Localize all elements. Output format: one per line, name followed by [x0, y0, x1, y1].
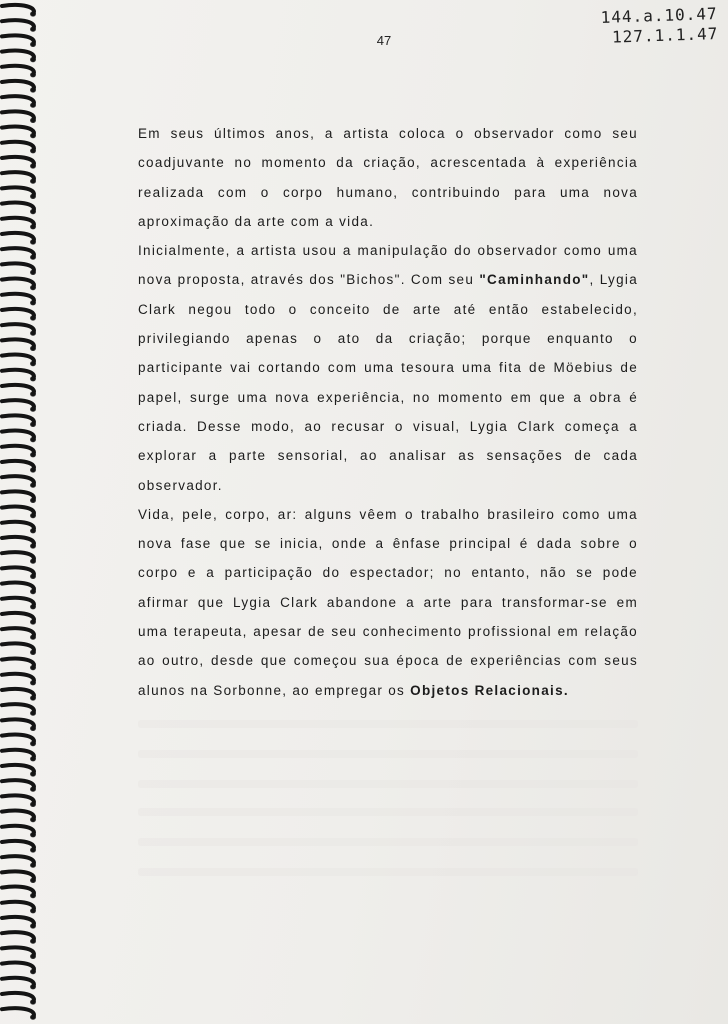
binding-coil	[2, 795, 36, 807]
binding-coil	[2, 446, 36, 458]
binding-coil	[2, 659, 36, 671]
binding-coil	[2, 263, 36, 275]
paragraph-2-text-before: Inicialmente, a artista usou a manipulação do observador como uma nova proposta, através dos "Bichos". Com seu	[138, 243, 638, 288]
show-through-line	[138, 750, 638, 758]
show-through-line	[138, 808, 638, 816]
binding-coil	[2, 203, 36, 215]
binding-coil	[2, 750, 36, 762]
spiral-binding	[0, 0, 44, 1024]
paragraph-1	[138, 119, 638, 236]
binding-coil	[2, 20, 36, 32]
show-through-line	[138, 838, 638, 846]
binding-coil	[2, 415, 36, 427]
binding-coil	[2, 66, 36, 78]
binding-coil	[2, 704, 36, 716]
binding-coil	[2, 993, 36, 1005]
binding-coil	[2, 81, 36, 93]
binding-coil	[2, 142, 36, 154]
binding-coil	[2, 567, 36, 579]
show-through-line	[138, 720, 638, 728]
binding-coil	[2, 978, 36, 990]
paragraph-3	[138, 500, 638, 705]
binding-coil	[2, 780, 36, 792]
binding-coil	[2, 355, 36, 367]
binding-coil	[2, 431, 36, 443]
binding-coil	[2, 400, 36, 412]
binding-coil	[2, 385, 36, 397]
binding-coil	[2, 947, 36, 959]
binding-coil	[2, 309, 36, 321]
binding-coil	[2, 491, 36, 503]
binding-coil	[2, 172, 36, 184]
binding-coil	[2, 476, 36, 488]
binding-coil	[2, 461, 36, 473]
binding-coil	[2, 826, 36, 838]
binding-coil	[2, 811, 36, 823]
binding-coil	[2, 5, 36, 17]
binding-coil	[2, 735, 36, 747]
binding-coil	[2, 96, 36, 108]
binding-coil	[2, 537, 36, 549]
binding-coil	[2, 279, 36, 291]
page-number: 47	[376, 33, 392, 48]
paragraph-2	[138, 236, 638, 500]
binding-coil	[2, 111, 36, 123]
objetos-relacionais-bold: Objetos Relacionais.	[410, 682, 569, 698]
paragraph-3-text-before: Vida, pele, corpo, ar: alguns vêem o trabalho brasileiro como uma nova fase que se inicia, onde a ênfase principal é dada sobre o corpo e a participação do espectador; no entanto, não se pode afirmar que Lygia Clark abandone a arte para transformar-se em uma terapeuta, apesar de seu conhecimento profissional em relação ao outro, desde que começou sua época de experiências com seus alunos na Sorbonne, ao empregar os	[138, 506, 638, 698]
binding-coil	[2, 963, 36, 975]
binding-coil	[2, 917, 36, 929]
binding-coil	[2, 856, 36, 868]
binding-coil	[2, 157, 36, 169]
caminhando-bold: "Caminhando"	[479, 272, 590, 288]
binding-coil	[2, 841, 36, 853]
binding-coil	[2, 674, 36, 686]
binding-coil	[2, 583, 36, 595]
handwritten-line-1: 144.a.10.47	[600, 3, 718, 28]
paragraph-2-text-after: , Lygia Clark negou todo o conceito de arte até então estabelecido, privilegiando apenas o ato da criação; porque enquanto o participante vai cortando com uma tesoura uma fita de Möebius de papel, surge uma nova experiência, no momento em que a obra é criada. Desse modo, ao recusar o visual, Lygia Clark começa a explorar a parte sensorial, ao analisar as sensações de cada observador.	[138, 272, 638, 493]
binding-coil	[2, 719, 36, 731]
paragraph-1-text: Em seus últimos anos, a artista coloca o observador como seu coadjuvante no momento da criação, acrescentada à experiência realizada com o corpo humano, contribuindo para uma nova aproximação da arte com a vida.	[138, 126, 638, 229]
binding-coil	[2, 598, 36, 610]
binding-coil	[2, 628, 36, 640]
binding-coil	[2, 765, 36, 777]
binding-coil	[2, 507, 36, 519]
binding-coil	[2, 643, 36, 655]
binding-coil	[2, 233, 36, 245]
binding-coil	[2, 902, 36, 914]
binding-coil	[2, 1008, 36, 1020]
binding-coil	[2, 127, 36, 139]
binding-coil	[2, 294, 36, 306]
binding-coil	[2, 932, 36, 944]
binding-coil	[2, 613, 36, 625]
binding-coil	[2, 248, 36, 260]
binding-coil	[2, 187, 36, 199]
binding-coil	[2, 689, 36, 701]
body-text	[138, 119, 638, 705]
binding-coil	[2, 218, 36, 230]
binding-coil	[2, 370, 36, 382]
binding-coil	[2, 522, 36, 534]
handwritten-line-2: 127.1.1.47	[611, 23, 719, 47]
binding-coil	[2, 871, 36, 883]
show-through-line	[138, 780, 638, 788]
binding-coil	[2, 887, 36, 899]
binding-coil	[2, 324, 36, 336]
show-through-line	[138, 868, 638, 876]
binding-coil	[2, 552, 36, 564]
binding-coil	[2, 339, 36, 351]
binding-coil	[2, 51, 36, 63]
